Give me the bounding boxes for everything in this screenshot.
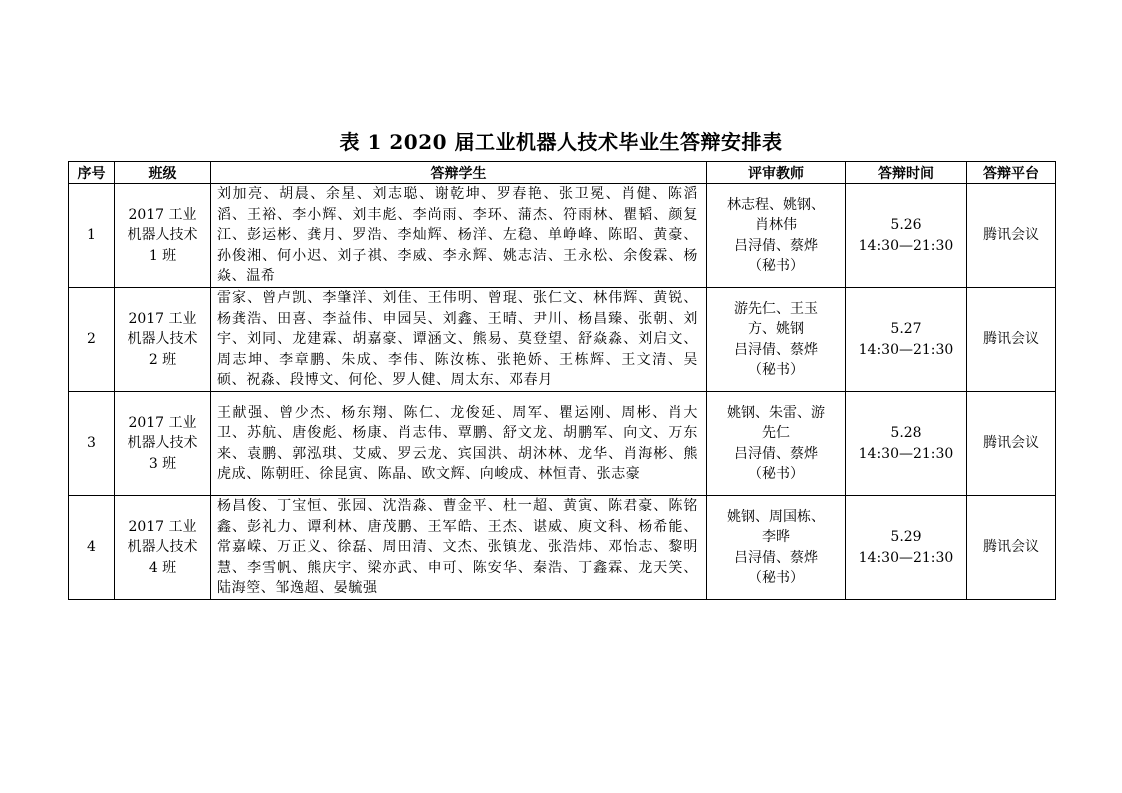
class-line: 3 班	[148, 455, 177, 472]
header-students: 答辩学生	[211, 162, 707, 184]
class-line: 4 班	[148, 559, 177, 576]
defense-date: 5.27	[890, 321, 922, 337]
defense-time: 14:30—21:30	[858, 445, 954, 462]
row-platform: 腾讯会议	[967, 288, 1056, 392]
defense-time: 14:30—21:30	[858, 237, 954, 254]
defense-time: 14:30—21:30	[858, 549, 954, 566]
teacher-line: 游先仁、王玉	[734, 300, 818, 317]
class-line: 机器人技术	[127, 539, 198, 556]
row-teachers	[707, 288, 846, 392]
row-index: 3	[69, 392, 115, 496]
header-teachers: 评审教师	[707, 162, 846, 184]
class-line: 2017 工业	[128, 518, 197, 535]
row-platform: 腾讯会议	[967, 392, 1056, 496]
row-students: 杨昌俊、丁宝恒、张园、沈浩淼、曹金平、杜一超、黄寅、陈君豪、陈铭鑫、彭礼力、谭利林、唐茂鹏、王军皓、王杰、谌威、庾文科、杨希能、常嘉嵘、万正义、徐磊、周田清、文杰、张镇龙、张浩炜、邓怡志、黎明慧、李雪帆、熊庆宇、梁亦武、申可、陈安华、秦浩、丁鑫霖、龙天笑、陆海箜、邹逸超、晏毓强	[211, 496, 707, 600]
teacher-line: （秘书）	[748, 570, 804, 586]
teacher-line: 肖林伟	[755, 217, 797, 233]
row-time	[846, 392, 967, 496]
teacher-line: 林志程、姚钢、	[727, 196, 825, 213]
header-class: 班级	[115, 162, 211, 184]
row-index: 4	[69, 496, 115, 600]
teacher-line: 方、姚钢	[748, 321, 804, 337]
row-class	[115, 184, 211, 288]
teacher-line: （秘书）	[748, 466, 804, 482]
row-teachers	[707, 184, 846, 288]
header-platform: 答辩平台	[967, 162, 1056, 184]
class-line: 机器人技术	[127, 435, 198, 452]
row-index: 1	[69, 184, 115, 288]
teacher-line: （秘书）	[748, 258, 804, 274]
defense-time: 14:30—21:30	[858, 341, 954, 358]
row-teachers	[707, 496, 846, 600]
table-header-row	[69, 162, 1056, 184]
row-platform: 腾讯会议	[967, 496, 1056, 600]
table-row	[69, 288, 1056, 392]
row-teachers	[707, 392, 846, 496]
defense-date: 5.28	[890, 425, 922, 441]
row-students: 王献强、曾少杰、杨东翔、陈仁、龙俊延、周军、瞿运刚、周彬、肖大卫、苏航、唐俊彪、杨康、肖志伟、覃鹏、舒文龙、胡鹏军、向文、万东来、袁鹏、郭泓琪、艾威、罗云龙、宾国洪、胡沐林、龙华、肖海彬、熊虎成、陈朝旺、徐昆寅、陈晶、欧文辉、向峻成、林恒青、张志豪	[211, 392, 707, 496]
row-students: 雷家、曾卢凯、李肇洋、刘佳、王伟明、曾琨、张仁文、林伟辉、黄锐、杨龚浩、田喜、李益伟、申园吴、刘鑫、王晴、尹川、杨昌臻、张朝、刘宇、刘同、龙建霖、胡嘉豪、谭涵文、熊易、莫登望、舒焱淼、刘启文、周志坤、李章鹏、朱成、李伟、陈汝栋、张艳娇、王栋辉、王文清、吴硕、祝淼、段博文、何伦、罗人健、周太东、邓春月	[211, 288, 707, 392]
row-time	[846, 288, 967, 392]
class-line: 机器人技术	[127, 331, 198, 348]
teacher-line: 吕浔倩、蔡烨	[734, 237, 818, 254]
class-line: 机器人技术	[127, 227, 198, 244]
teacher-line: 吕浔倩、蔡烨	[734, 341, 818, 358]
teacher-line: 姚钢、周国栋、	[727, 508, 825, 525]
header-index: 序号	[69, 162, 115, 184]
defense-date: 5.26	[890, 217, 922, 233]
table-row	[69, 496, 1056, 600]
row-platform: 腾讯会议	[967, 184, 1056, 288]
header-time: 答辩时间	[846, 162, 967, 184]
teacher-line: 吕浔倩、蔡烨	[734, 445, 818, 462]
teacher-line: 吕浔倩、蔡烨	[734, 549, 818, 566]
class-line: 2017 工业	[128, 414, 197, 431]
defense-date: 5.29	[890, 529, 922, 545]
defense-schedule-table	[68, 161, 1056, 600]
teacher-line: 李晔	[762, 529, 790, 545]
row-class	[115, 496, 211, 600]
row-time	[846, 184, 967, 288]
row-time	[846, 496, 967, 600]
teacher-line: 姚钢、朱雷、游	[727, 404, 825, 421]
teacher-line: 先仁	[762, 425, 790, 441]
class-line: 2 班	[148, 351, 177, 368]
row-class	[115, 392, 211, 496]
document-title: 表 1 2020 届工业机器人技术毕业生答辩安排表	[339, 130, 783, 154]
class-line: 2017 工业	[128, 310, 197, 327]
class-line: 2017 工业	[128, 206, 197, 223]
row-class	[115, 288, 211, 392]
class-line: 1 班	[148, 247, 177, 264]
teacher-line: （秘书）	[748, 362, 804, 378]
table-row	[69, 184, 1056, 288]
table-row	[69, 392, 1056, 496]
row-index: 2	[69, 288, 115, 392]
row-students: 刘加亮、胡晨、余星、刘志聪、谢乾坤、罗春艳、张卫冕、肖健、陈滔滔、王裕、李小辉、刘丰彪、李尚雨、李环、蒲杰、符雨林、瞿韬、颜复江、彭运彬、龚月、罗浩、李灿辉、杨洋、左稳、单峥峰、陈昭、黄豪、孙俊湘、何小迟、刘子祺、李威、李永辉、姚志洁、王永松、余俊霖、杨焱、温希	[211, 184, 707, 288]
